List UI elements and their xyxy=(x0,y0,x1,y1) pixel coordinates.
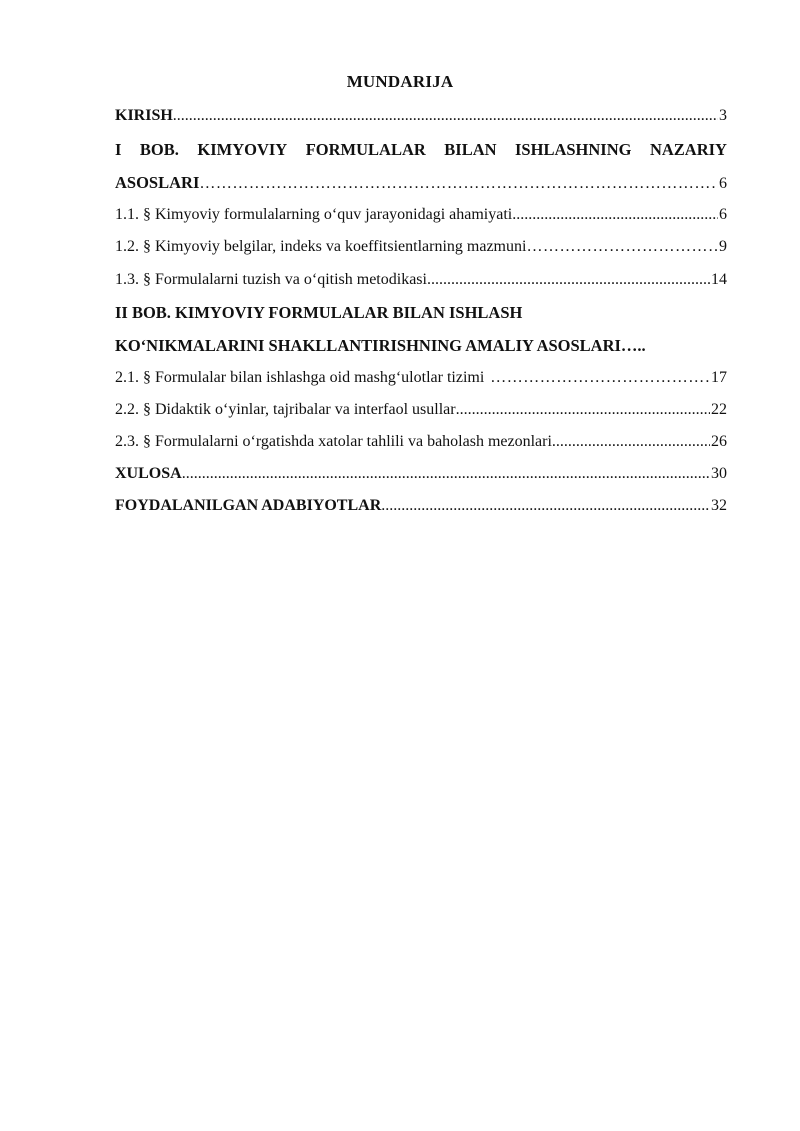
toc-page-number: 6 xyxy=(719,175,727,192)
toc-entry-xulosa[interactable] xyxy=(115,464,727,484)
page-title: MUNDARIJA xyxy=(346,72,454,91)
toc-heading-word: FORMULALAR xyxy=(305,140,426,159)
toc-chapter-1-heading-line2[interactable] xyxy=(115,173,727,194)
toc-page-number: 32 xyxy=(711,497,727,514)
toc-entry-label: 1.3. § Formulalarni tuzish va o‘qitish metodikasi xyxy=(115,271,427,288)
toc-page-number: 9 xyxy=(719,238,727,255)
toc-entry-label: ASOSLARI xyxy=(115,173,200,192)
toc-chapter-2-heading-line1[interactable]: II BOB. KIMYOVIY FORMULALAR BILAN ISHLASH xyxy=(115,303,523,322)
toc-dot-leader xyxy=(199,174,718,194)
toc-dot-leader xyxy=(484,368,710,388)
toc-entry-label: KIRISH xyxy=(115,107,173,124)
toc-dot-leader xyxy=(173,106,718,126)
toc-entry-2-2[interactable] xyxy=(115,400,727,420)
toc-page-number: 26 xyxy=(711,433,727,450)
toc-entry-adabiyotlar[interactable] xyxy=(115,496,727,516)
toc-heading-word: BOB. xyxy=(139,140,179,159)
toc-dot-leader xyxy=(552,432,710,452)
toc-entry-label: 1.2. § Kimyoviy belgilar, indeks va koeffitsientlarning mazmuni xyxy=(115,238,527,255)
toc-entry-label: 2.1. § Formulalar bilan ishlashga oid mashg‘ulotlar tizimi xyxy=(115,369,485,386)
toc-dot-leader xyxy=(512,205,718,225)
toc-page-number: 22 xyxy=(711,401,727,418)
toc-page-number: 6 xyxy=(719,206,727,223)
toc-page-number: 30 xyxy=(711,465,727,482)
toc-chapter-1-heading-line1[interactable] xyxy=(115,140,727,160)
toc-heading-word: ISHLASHNING xyxy=(515,140,632,159)
toc-dot-leader xyxy=(381,496,710,516)
toc-heading-word: NAZARIY xyxy=(649,140,727,159)
toc-entry-label: FOYDALANILGAN ADABIYOTLAR xyxy=(115,497,382,514)
toc-page-number: 17 xyxy=(711,369,727,386)
toc-page-number: 3 xyxy=(719,107,727,124)
toc-entry-2-3[interactable] xyxy=(115,432,727,452)
toc-heading-word: KIMYOVIY xyxy=(197,140,288,159)
toc-entry-1-1[interactable] xyxy=(115,205,727,225)
toc-entry-kirish[interactable] xyxy=(115,106,727,126)
toc-dot-leader xyxy=(526,237,718,257)
toc-entry-1-2[interactable] xyxy=(115,237,727,257)
toc-dot-leader xyxy=(456,400,710,420)
toc-entry-1-3[interactable] xyxy=(115,270,727,290)
toc-dot-leader xyxy=(427,270,710,290)
toc-heading-word: BILAN xyxy=(444,140,497,159)
toc-page-number: 14 xyxy=(711,271,727,288)
toc-entry-label: 1.1. § Kimyoviy formulalarning o‘quv jarayonidagi ahamiyati xyxy=(115,206,513,223)
toc-chapter-2-heading-line2[interactable]: KO‘NIKMALARINI SHAKLLANTIRISHNING AMALIY ASOSLARI….. xyxy=(115,336,646,355)
toc-entry-label: XULOSA xyxy=(115,465,182,482)
toc-dot-leader xyxy=(182,464,710,484)
toc-entry-label: 2.2. § Didaktik o‘yinlar, tajribalar va interfaol usullar xyxy=(115,401,456,418)
toc-entry-2-1[interactable] xyxy=(115,368,727,388)
toc-heading-word: I xyxy=(115,140,122,159)
toc-entry-label: 2.3. § Formulalarni o‘rgatishda xatolar tahlili va baholash mezonlari xyxy=(115,433,552,450)
